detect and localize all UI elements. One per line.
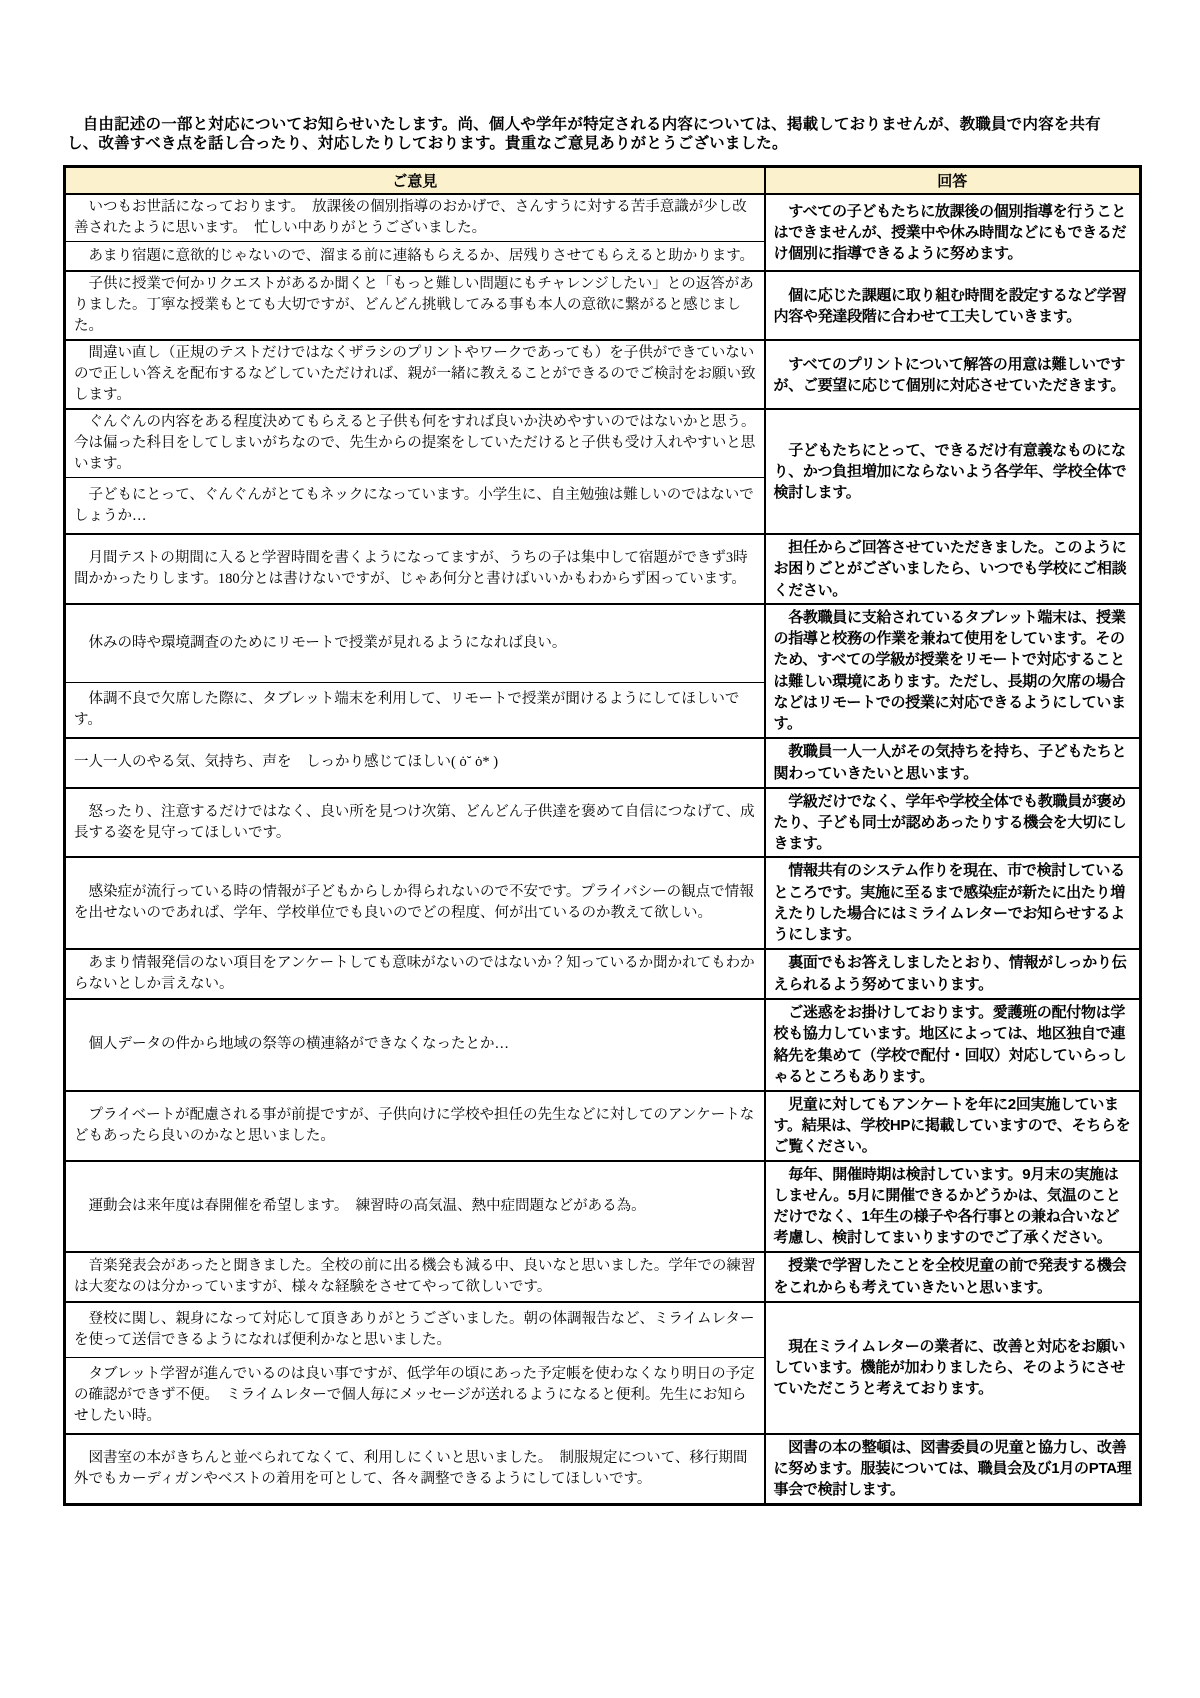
answer-cell: 担任からご回答させていただきました。このようにお困りごとがございましたら、いつでも学校にご相談ください。 bbox=[765, 534, 1141, 604]
table-row bbox=[65, 409, 1141, 478]
table-row bbox=[65, 1091, 1141, 1161]
opinion-cell: 図書室の本がきちんと並べられてなくて、利用しにくいと思いました。 制服規定について、移行期間外でもカーディガンやベストの着用を可として、各々調整できるようにしてほしいです。 bbox=[65, 1434, 765, 1504]
opinion-cell: プライベートが配慮される事が前提ですが、子供向けに学校や担任の先生などに対してのアンケートなどもあったら良いのかなと思いました。 bbox=[65, 1091, 765, 1161]
opinion-cell: 子供に授業で何かリクエストがあるか聞くと「もっと難しい問題にもチャレンジしたい」との返答がありました。丁寧な授業もとても大切ですが、どんどん挑戦してみる事も本人の意欲に繋がると感じました。 bbox=[65, 271, 765, 340]
feedback-table bbox=[63, 165, 1142, 1506]
table-row bbox=[65, 999, 1141, 1091]
table-row bbox=[65, 857, 1141, 948]
opinion-cell: 個人データの件から地域の祭等の横連絡ができなくなったとか… bbox=[65, 999, 765, 1091]
table-row bbox=[65, 1252, 1141, 1302]
opinion-cell: あまり宿題に意欲的じゃないので、溜まる前に連絡もらえるか、居残りさせてもらえると助かります。 bbox=[65, 241, 765, 271]
opinion-cell: 怒ったり、注意するだけではなく、良い所を見つけ次第、どんどん子供達を褒めて自信につなげて、成長する姿を見守ってほしいです。 bbox=[65, 788, 765, 858]
table-row bbox=[65, 271, 1141, 340]
answer-cell: 学級だけでなく、学年や学校全体でも教職員が褒めたり、子ども同士が認めあったりする機会を大切にしきます。 bbox=[765, 788, 1141, 858]
opinion-cell: タブレット学習が進んでいるのは良い事ですが、低学年の頃にあった予定帳を使わなくなり明日の予定の確認ができず不便。 ミライムレターで個人毎にメッセージが送れるようになると便利。先生にお知らせしたい時。 bbox=[65, 1358, 765, 1434]
opinion-cell: いつもお世話になっております。 放課後の個別指導のおかげで、さんすうに対する苦手意識が少し改善されたように思います。 忙しい中ありがとうございました。 bbox=[65, 194, 765, 242]
opinion-cell: 感染症が流行っている時の情報が子どもからしか得られないので不安です。プライバシーの観点で情報を出せないのであれば、学年、学校単位でも良いのでどの程度、何が出ているのか教えて欲しい。 bbox=[65, 857, 765, 948]
opinion-cell: 音楽発表会があったと聞きました。全校の前に出る機会も減る中、良いなと思いました。学年での練習は大変なのは分かっていますが、様々な経験をさせてやって欲しいです。 bbox=[65, 1252, 765, 1302]
answer-cell: すべての子どもたちに放課後の個別指導を行うことはできませんが、授業中や休み時間などにもできるだけ個別に指導できるように努めます。 bbox=[765, 194, 1141, 272]
answer-cell: 各教職員に支給されているタブレット端末は、授業の指導と校務の作業を兼ねて使用をしています。そのため、すべての学級が授業をリモートで対応することは難しい環境にあります。ただし、長期の欠席の場合などはリモートでの授業に対応できるようにしています。 bbox=[765, 604, 1141, 738]
answer-cell: 図書の本の整頓は、図書委員の児童と協力し、改善に努めます。服装については、職員会及び1月のPTA理事会で検討します。 bbox=[765, 1434, 1141, 1504]
opinion-cell: あまり情報発信のない項目をアンケートしても意味がないのではないか？知っているか聞かれてもわからないとしか言えない。 bbox=[65, 949, 765, 999]
opinion-cell: 体調不良で欠席した際に、タブレット端末を利用して、リモートで授業が聞けるようにしてほしいです。 bbox=[65, 683, 765, 738]
answer-cell: 授業で学習したことを全校児童の前で発表する機会をこれからも考えていきたいと思います。 bbox=[765, 1252, 1141, 1302]
table-row bbox=[65, 1161, 1141, 1252]
opinion-cell: 月間テストの期間に入ると学習時間を書くようになってますが、うちの子は集中して宿題ができず3時間かかったりします。180分とは書けないですが、じゃあ何分と書けばいいかもわからず困っています。 bbox=[65, 534, 765, 604]
table-header-row bbox=[65, 166, 1141, 194]
opinion-cell: 一人一人のやる気、気持ち、声を しっかり感じてほしい( ȯ˘ ȯ* ) bbox=[65, 738, 765, 788]
column-header-answer: 回答 bbox=[765, 166, 1141, 194]
table-row bbox=[65, 604, 1141, 683]
opinion-cell: ぐんぐんの内容をある程度決めてもらえると子供も何をすれば良いか決めやすいのではないかと思う。今は偏った科目をしてしまいがちなので、先生からの提案をしていただけると子供も受け入れやすいと思います。 bbox=[65, 409, 765, 478]
answer-cell: 裏面でもお答えしましたとおり、情報がしっかり伝えられるよう努めてまいります。 bbox=[765, 949, 1141, 999]
answer-cell: 児童に対してもアンケートを年に2回実施しています。結果は、学校HPに掲載していますので、そちらをご覧ください。 bbox=[765, 1091, 1141, 1161]
table-row bbox=[65, 194, 1141, 242]
column-header-opinion: ご意見 bbox=[65, 166, 765, 194]
answer-cell: 毎年、開催時期は検討しています。9月末の実施はしません。5月に開催できるかどうかは、気温のことだけでなく、1年生の様子や各行事との兼ね合いなど考慮し、検討してまいりますのでご了承ください。 bbox=[765, 1161, 1141, 1252]
answer-cell: 個に応じた課題に取り組む時間を設定するなど学習内容や発達段階に合わせて工夫していきます。 bbox=[765, 271, 1141, 340]
table-row bbox=[65, 340, 1141, 409]
opinion-cell: 運動会は来年度は春開催を希望します。 練習時の高気温、熱中症問題などがある為。 bbox=[65, 1161, 765, 1252]
table-row bbox=[65, 1302, 1141, 1358]
answer-cell: すべてのプリントについて解答の用意は難しいですが、ご要望に応じて個別に対応させていただきます。 bbox=[765, 340, 1141, 409]
opinion-cell: 子どもにとって、ぐんぐんがとてもネックになっています。小学生に、自主勉強は難しいのではないでしょうか… bbox=[65, 478, 765, 534]
answer-cell: 情報共有のシステム作りを現在、市で検討しているところです。実施に至るまで感染症が新たに出たり増えたりした場合にはミライムレターでお知らせするようにします。 bbox=[765, 857, 1141, 948]
table-row bbox=[65, 788, 1141, 858]
answer-cell: ご迷惑をお掛けしております。愛護班の配付物は学校も協力しています。地区によっては、地区独自で連絡先を集めて（学校で配付・回収）対応していらっしゃるところもあります。 bbox=[765, 999, 1141, 1091]
answer-cell: 現在ミライムレターの業者に、改善と対応をお願いしています。機能が加わりましたら、そのようにさせていただこうと考えております。 bbox=[765, 1302, 1141, 1434]
opinion-cell: 休みの時や環境調査のためにリモートで授業が見れるようになれば良い。 bbox=[65, 604, 765, 683]
opinion-cell: 登校に関し、親身になって対応して頂きありがとうございました。朝の体調報告など、ミライムレターを使って送信できるようになれば便利かなと思いました。 bbox=[65, 1302, 765, 1358]
table-row bbox=[65, 534, 1141, 604]
intro-paragraph: 自由記述の一部と対応についてお知らせいたします。尚、個人や学年が特定される内容については、掲載しておりませんが、教職員で内容を共有し、改善すべき点を話し合ったり、対応したりしております。貴重なご意見ありがとうございました。 bbox=[67, 116, 1101, 153]
table-row bbox=[65, 949, 1141, 999]
table-row bbox=[65, 738, 1141, 788]
opinion-cell: 間違い直し（正規のテストだけではなくザラシのプリントやワークであっても）を子供ができていないので正しい答えを配布するなどしていただければ、親が一緒に教えることができるのでご検討をお願い致します。 bbox=[65, 340, 765, 409]
answer-cell: 子どもたちにとって、できるだけ有意義なものになり、かつ負担増加にならないよう各学年、学校全体で検討します。 bbox=[765, 409, 1141, 534]
answer-cell: 教職員一人一人がその気持ちを持ち、子どもたちと関わっていきたいと思います。 bbox=[765, 738, 1141, 788]
table-row bbox=[65, 1434, 1141, 1504]
